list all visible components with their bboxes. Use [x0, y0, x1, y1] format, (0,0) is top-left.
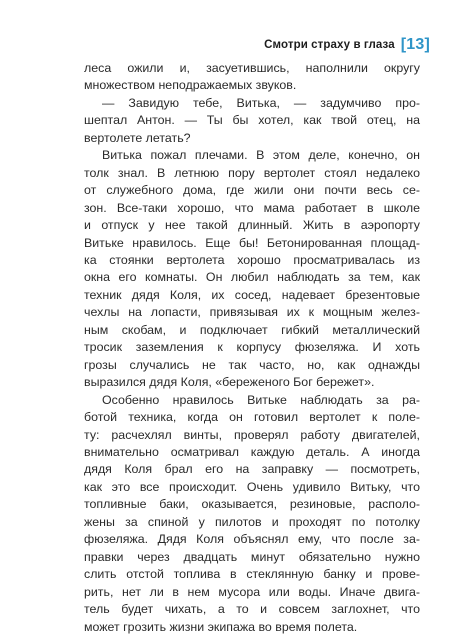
text-line: фюзеляжа. Дядя Коля объяснял ему, что после за-: [84, 532, 420, 547]
paragraph-3: [84, 147, 420, 391]
text-line: слить отстой топлива в стеклянную банку и прове-: [84, 567, 420, 582]
page-number: [13]: [400, 36, 430, 53]
text-line: от служебного дома, где жили они почти весь се-: [84, 183, 420, 198]
text-line: внимательно осматривал каждую деталь. А иногда: [84, 444, 420, 459]
paragraph-2: [84, 95, 420, 147]
text-line: окна его комнаты. Он любил наблюдать за тем, как: [84, 270, 420, 285]
running-title: Смотри страху в глаза: [264, 39, 395, 51]
text-line: рить, нет ли в нем мусора или воды. Иначе двига-: [84, 584, 420, 599]
text-line: правки через двадцать минут обязательно нужно: [84, 549, 420, 564]
text-line: тель будет чихать, а то и совсем заглохнет, что: [84, 602, 420, 617]
text-line: зон. Все-таки хорошо, что мама работает в школе: [84, 200, 420, 215]
paragraph-1: [84, 60, 420, 95]
text-line: вертолете летать?: [84, 130, 191, 145]
text-line: ту: расчехлял винты, проверял работу двигателей,: [84, 427, 420, 442]
text-line: как это все происходит. Очень удивило Витьку, что: [84, 479, 420, 494]
text-line: грозы случались не так часто, но, как однажды: [84, 357, 420, 372]
text-line: Особенно нравилось Витьке наблюдать за ра-: [102, 392, 420, 407]
text-line: леса ожили и, засуетившись, наполнили округу: [84, 61, 420, 75]
text-line: тросик заземления к корпусу фюзеляжа. И хоть: [84, 340, 420, 355]
text-line: топливные баки, оказывается, резиновые, располо-: [84, 497, 420, 512]
text-line: может грозить жизни экипажа во время полета.: [84, 619, 358, 634]
text-line: ка стоянки вертолета хорошо просматривалась из: [84, 252, 420, 267]
text-line: выразился дядя Коля, «береженого Бог бережет».: [84, 375, 375, 390]
paragraph-4: [84, 392, 420, 636]
body-text: [84, 60, 420, 636]
text-line: жены за спиной у пилотов и проходят по потолку: [84, 514, 420, 529]
text-line: Витька пожал плечами. В этом деле, конечно, он: [102, 148, 420, 163]
text-line: — Завидую тебе, Витька, — задумчиво про-: [102, 95, 420, 110]
text-line: ным скобам, и подключает гибкий металлический: [84, 322, 420, 337]
text-line: Витьке нравилось. Еще бы! Бетонированная площад-: [84, 235, 420, 250]
text-line: и отпуск у нее такой длинный. Жить в аэропорту: [84, 218, 420, 233]
text-line: дядя Коля брал его на заправку — посмотреть,: [84, 462, 420, 477]
text-line: множеством неподражаемых звуков.: [84, 78, 297, 93]
text-line: техник дядя Коля, их сосед, надевает брезентовые: [84, 287, 420, 302]
page-header: [264, 36, 430, 54]
text-line: шептал Антон. — Ты бы хотел, как твой отец, на: [84, 113, 420, 128]
text-line: толк знал. В летнюю пору вертолет стоял недалеко: [84, 165, 420, 180]
text-line: ботой техника, когда он готовил вертолет к поле-: [84, 410, 420, 425]
text-line: чехлы на лопасти, привязывая их к мощным желез-: [84, 305, 420, 320]
